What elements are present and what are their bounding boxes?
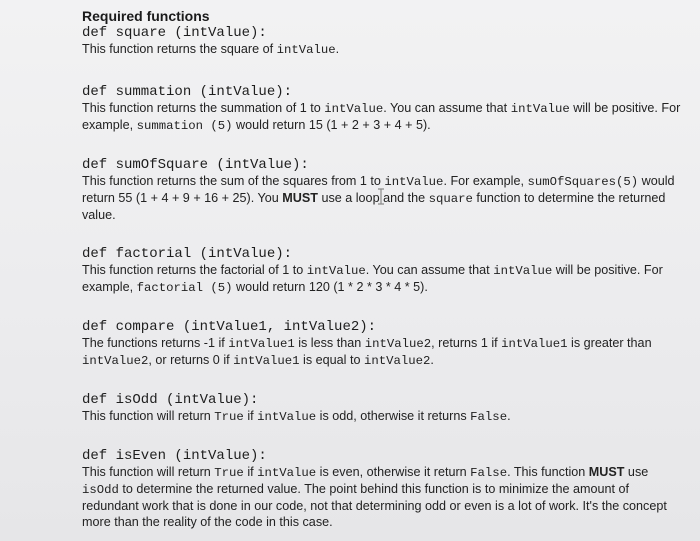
summation-description: This function returns the summation of 1 to intValue. You can assume that intValue will be positive. For example, summation (5) would return 15 (1 + 2 + 3 + 4 + 5). bbox=[82, 101, 681, 133]
isodd-signature: def isOdd (intValue): bbox=[82, 392, 259, 408]
square-signature: def square (intValue): bbox=[82, 25, 267, 41]
iseven-signature: def isEven (intValue): bbox=[82, 448, 267, 464]
function-iseven bbox=[82, 448, 682, 530]
factorial-signature: def factorial (intValue): bbox=[82, 246, 293, 262]
iseven-description: This function will return True if intValue is even, otherwise it return False. This function MUST use isOdd to determine the returned value. The point behind this function is to minimize the amount of redundant work that is done in our code, not that determining odd or even is a lot of work. It's the concept more than the reality of the code in this case. bbox=[82, 465, 667, 529]
function-factorial bbox=[82, 246, 682, 296]
sumofsquare-description: This function returns the sum of the squares from 1 to intValue. For example, sumOfSquares(5) would return 55 (1 + 4 + 9 + 16 + 25). You MUST use a loop and the square function to determine the returned value. bbox=[82, 174, 675, 222]
summation-signature: def summation (intValue): bbox=[82, 84, 293, 100]
document-page bbox=[82, 8, 682, 530]
text-cursor-icon bbox=[376, 188, 386, 205]
isodd-description: This function will return True if intValue is odd, otherwise it returns False. bbox=[82, 409, 511, 424]
function-summation bbox=[82, 84, 682, 134]
compare-description: The functions returns -1 if intValue1 is less than intValue2, returns 1 if intValue1 is greater than intValue2, or returns 0 if intValue1 is equal to intValue2. bbox=[82, 336, 652, 368]
square-description: This function returns the square of intValue. bbox=[82, 42, 340, 57]
function-isodd bbox=[82, 392, 682, 425]
function-square bbox=[82, 25, 682, 58]
compare-signature: def compare (intValue1, intValue2): bbox=[82, 319, 377, 335]
function-compare bbox=[82, 319, 682, 369]
page-title: Required functions bbox=[82, 8, 210, 24]
sumofsquare-signature: def sumOfSquare (intValue): bbox=[82, 157, 309, 173]
factorial-description: This function returns the factorial of 1 to intValue. You can assume that intValue will be positive. For example, factorial (5) would return 120 (1 * 2 * 3 * 4 * 5). bbox=[82, 263, 663, 295]
